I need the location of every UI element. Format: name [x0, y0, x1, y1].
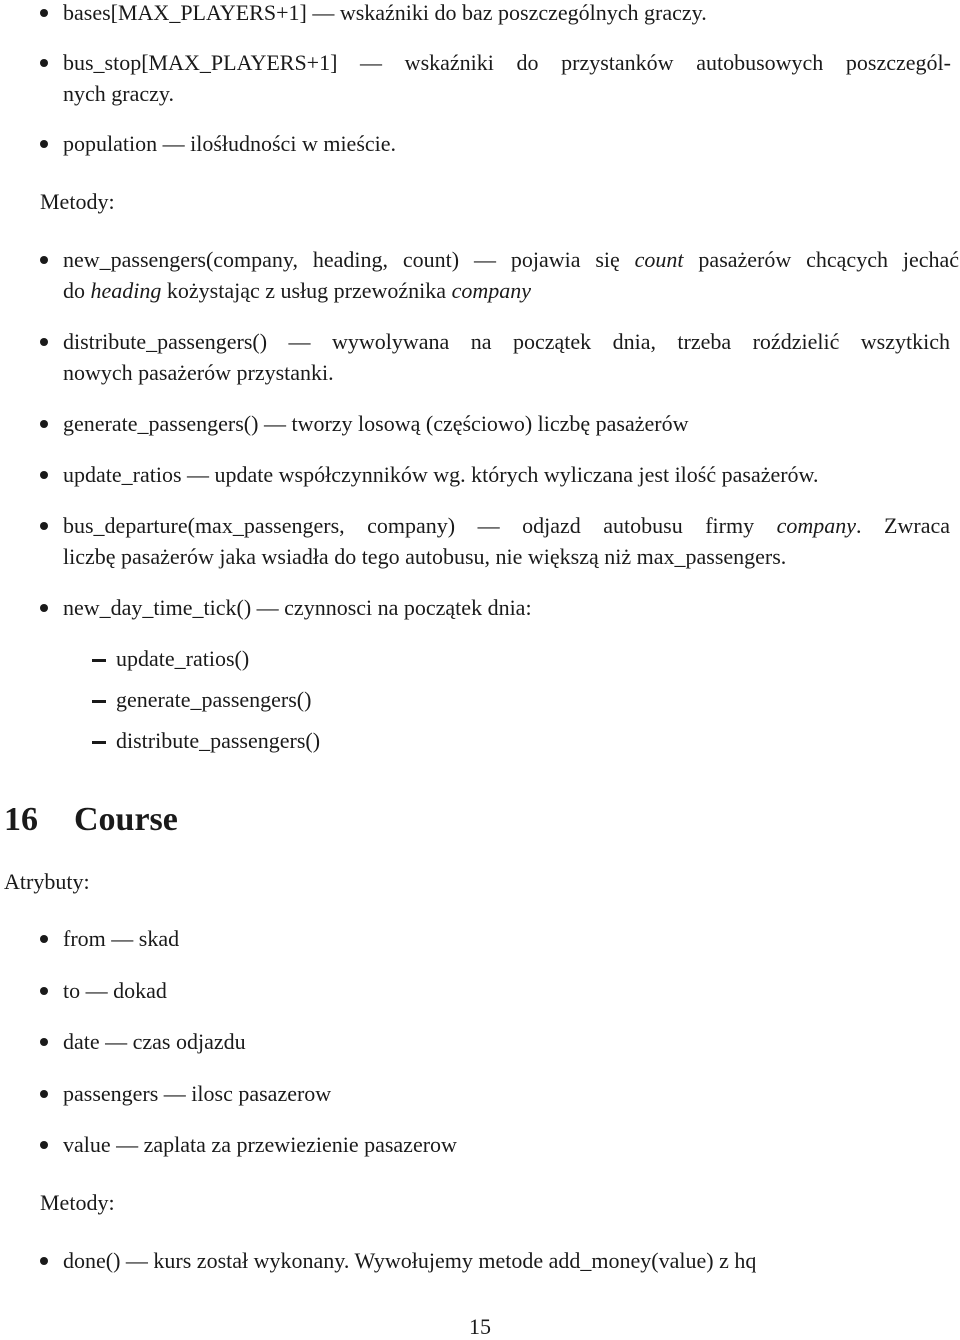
list-bullet [40, 935, 48, 943]
list-bullet [40, 1038, 48, 1046]
method-new-passengers-line1: new_passengers(company, heading, count) — pojawia się count pasażerów chcących jechać [63, 247, 960, 272]
list-bullet [40, 1090, 48, 1098]
sub-list-dash [92, 741, 106, 744]
list-bullet [40, 256, 48, 264]
sub-list-dash [92, 700, 106, 703]
list-item-bus-stop-line1: bus_stop[MAX_PLAYERS+1] — wskaźniki do przystanków autobusowych poszczegól- [63, 50, 951, 75]
list-bullet [40, 420, 48, 428]
sub-item-update-ratios: update_ratios() [116, 646, 250, 671]
method-done: done() — kurs został wykonany. Wywołujemy metode add_money(value) z hq [63, 1248, 757, 1273]
method-distribute-line2: nowych pasażerów przystanki. [63, 360, 334, 385]
list-bullet [40, 140, 48, 148]
method-generate: generate_passengers() — tworzy losową (częściowo) liczbę pasażerów [63, 411, 689, 436]
attribute-passengers: passengers — ilosc pasazerow [63, 1081, 332, 1106]
list-item-bus-stop-line2: nych graczy. [63, 81, 174, 106]
list-bullet [40, 1141, 48, 1149]
method-bus-departure-line1: bus_departure(max_passengers, company) — odjazd autobusu firmy company. Zwraca [63, 513, 950, 538]
sub-item-distribute-passengers: distribute_passengers() [116, 728, 321, 753]
list-item-population: population — ilośłudności w mieście. [63, 131, 397, 156]
sub-item-generate-passengers: generate_passengers() [116, 687, 312, 712]
method-bus-departure-line2: liczbę pasażerów jaka wsiadła do tego autobusu, nie większą niż max_passengers. [63, 544, 787, 569]
method-new-passengers-line2: do heading kożystając z usług przewoźnika company [63, 278, 531, 303]
methods-label: Metody: [40, 189, 115, 214]
method-new-day: new_day_time_tick() — czynnosci na początek dnia: [63, 595, 532, 620]
page-number: 15 [469, 1314, 491, 1339]
section-number: 16 [4, 801, 38, 838]
list-bullet [40, 471, 48, 479]
list-bullet [40, 338, 48, 346]
attribute-to: to — dokad [63, 978, 167, 1003]
methods-label: Metody: [40, 1190, 115, 1215]
list-bullet [40, 604, 48, 612]
attributes-label: Atrybuty: [4, 869, 90, 894]
section-title: Course [74, 801, 178, 838]
list-bullet [40, 987, 48, 995]
list-bullet [40, 9, 48, 17]
section-heading [4, 800, 178, 840]
method-update-ratios: update_ratios — update współczynników wg. których wyliczana jest ilość pasażerów. [63, 462, 819, 487]
list-item-bases: bases[MAX_PLAYERS+1] — wskaźniki do baz poszczególnych graczy. [63, 0, 707, 25]
sub-list-dash [92, 659, 106, 662]
attribute-date: date — czas odjazdu [63, 1029, 246, 1054]
attribute-from: from — skad [63, 926, 180, 951]
list-bullet [40, 522, 48, 530]
list-bullet [40, 1257, 48, 1265]
list-bullet [40, 59, 48, 67]
method-distribute-line1: distribute_passengers() — wywolywana na początek dnia, trzeba roździelić wszytkich [63, 329, 950, 354]
attribute-value: value — zaplata za przewiezienie pasazerow [63, 1132, 457, 1157]
